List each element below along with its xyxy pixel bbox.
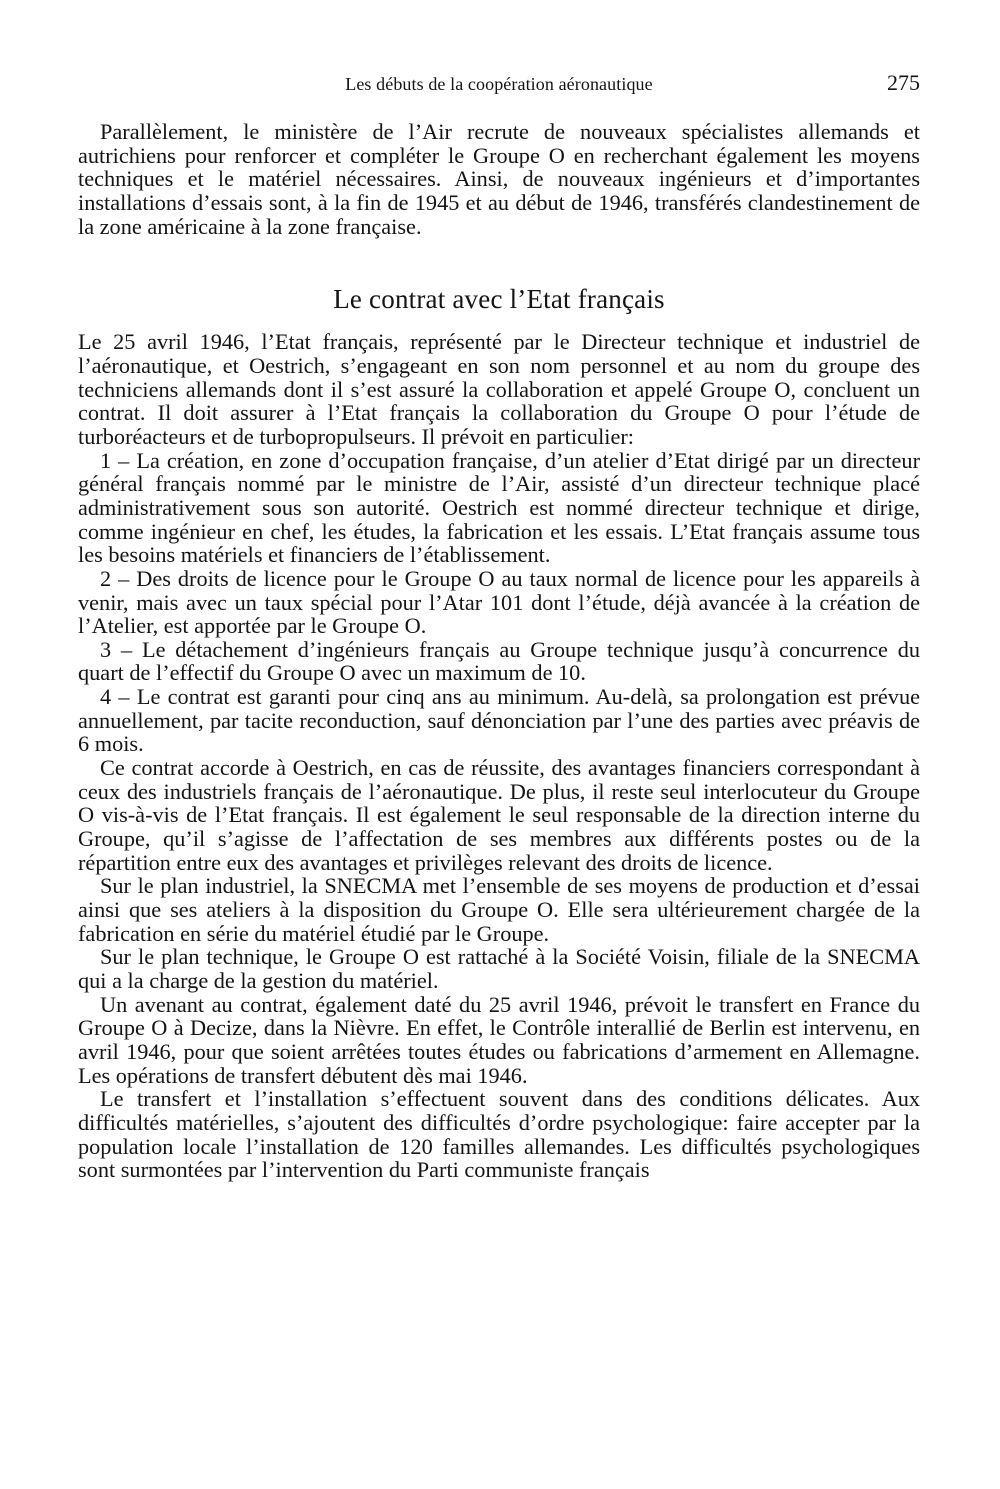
section-heading: Le contrat avec l’Etat français xyxy=(333,284,665,315)
clause-3-paragraph: 3 – Le détachement d’ingénieurs français au Groupe technique jusqu’à concurrence du quart de l’effectif du Groupe O avec un maximum de 10. xyxy=(78,636,920,686)
transfer-paragraph: Le transfert et l’installation s’effectuent souvent dans des conditions délicates. Aux difficultés matérielles, s’ajoutent des difficultés d’ordre psychologique: faire accepter par la population locale l’installation de 120 familles allemandes. Les difficultés psychologiques sont surmontées par l’intervention du Parti communiste français xyxy=(78,1086,920,1183)
amendment-paragraph: Un avenant au contrat, également daté du 25 avril 1946, prévoit le transfert en France du Groupe O à Decize, dans la Nièvre. En effet, le Contrôle interallié de Berlin est intervenu, en avril 1946, pour que soient arrêtées toutes études ou fabrications d’armement en Allemagne. Les opérations de transfert débutent dès mai 1946. xyxy=(78,991,920,1088)
clause-1-paragraph: 1 – La création, en zone d’occupation française, d’un atelier d’Etat dirigé par un directeur général français nommé par le ministre de l’Air, assisté d’un directeur technique placé administrativement sous son autorité. Oestrich est nommé directeur technique et dirige, comme ingénieur en chef, les études, la fabrication et les essais. L’Etat français assume tous les besoins matériels et financiers de l’établissement. xyxy=(78,447,920,568)
technical-plan-paragraph: Sur le plan technique, le Groupe O est rattaché à la Société Voisin, filiale de la SNECMA qui a la charge de la gestion du matériel. xyxy=(78,944,920,993)
running-header xyxy=(78,70,920,104)
page-number: 275 xyxy=(887,70,920,95)
clause-2-paragraph: 2 – Des droits de licence pour le Groupe O au taux normal de licence pour les appareils à venir, mais avec un taux spécial pour l’Atar 101 dont l’étude, déjà avancée à la création de l’Atelier, est apportée par le Groupe O. xyxy=(78,565,920,639)
advantages-paragraph: Ce contrat accorde à Oestrich, en cas de réussite, des avantages financiers correspondant à ceux des industriels français de l’aéronautique. De plus, il reste seul interlocuteur du Groupe O vis-à-vis de l’Etat français. Il est également le seul responsable de la direction interne du Groupe, qu’il s’agisse de l’affectation de ses membres aux différents postes ou de la répartition entre eux des avantages et privilèges relevant des droits de licence. xyxy=(78,755,920,875)
running-title: Les débuts de la coopération aéronautique xyxy=(345,74,653,94)
intro-paragraph: Parallèlement, le ministère de l’Air recrute de nouveaux spécialistes allemands et autrichiens pour renforcer et compléter le Groupe O en recherchant également les moyens techniques et le matériel nécessaires. Ainsi, de nouveaux ingénieurs et d’importantes installations d’essais sont, à la fin de 1945 et au début de 1946, transférés clandestinement de la zone américaine à la zone française. xyxy=(78,119,920,239)
contract-paragraph: Le 25 avril 1946, l’Etat français, représenté par le Directeur technique et industriel de l’aéronautique, et Oestrich, s’engageant en son nom personnel et au nom du groupe des techniciens allemands dont il s’est assuré la collaboration et appelé Groupe O, concluent un contrat. Il doit assurer à l’Etat français la collaboration du Groupe O pour l’étude de turboréacteurs et de turbopropulseurs. Il prévoit en particulier: xyxy=(78,329,920,449)
document-page xyxy=(78,0,920,1182)
clause-4-paragraph: 4 – Le contrat est garanti pour cinq ans au minimum. Au-delà, sa prolongation est prévue annuellement, par tacite reconduction, sauf dénonciation par l’une des parties avec préavis de 6 mois. xyxy=(78,684,920,757)
industrial-plan-paragraph: Sur le plan industriel, la SNECMA met l’ensemble de ses moyens de production et d’essai ainsi que ses ateliers à la disposition du Groupe O. Elle sera ultérieurement chargée de la fabrication en série du matériel étudié par le Groupe. xyxy=(78,873,920,946)
